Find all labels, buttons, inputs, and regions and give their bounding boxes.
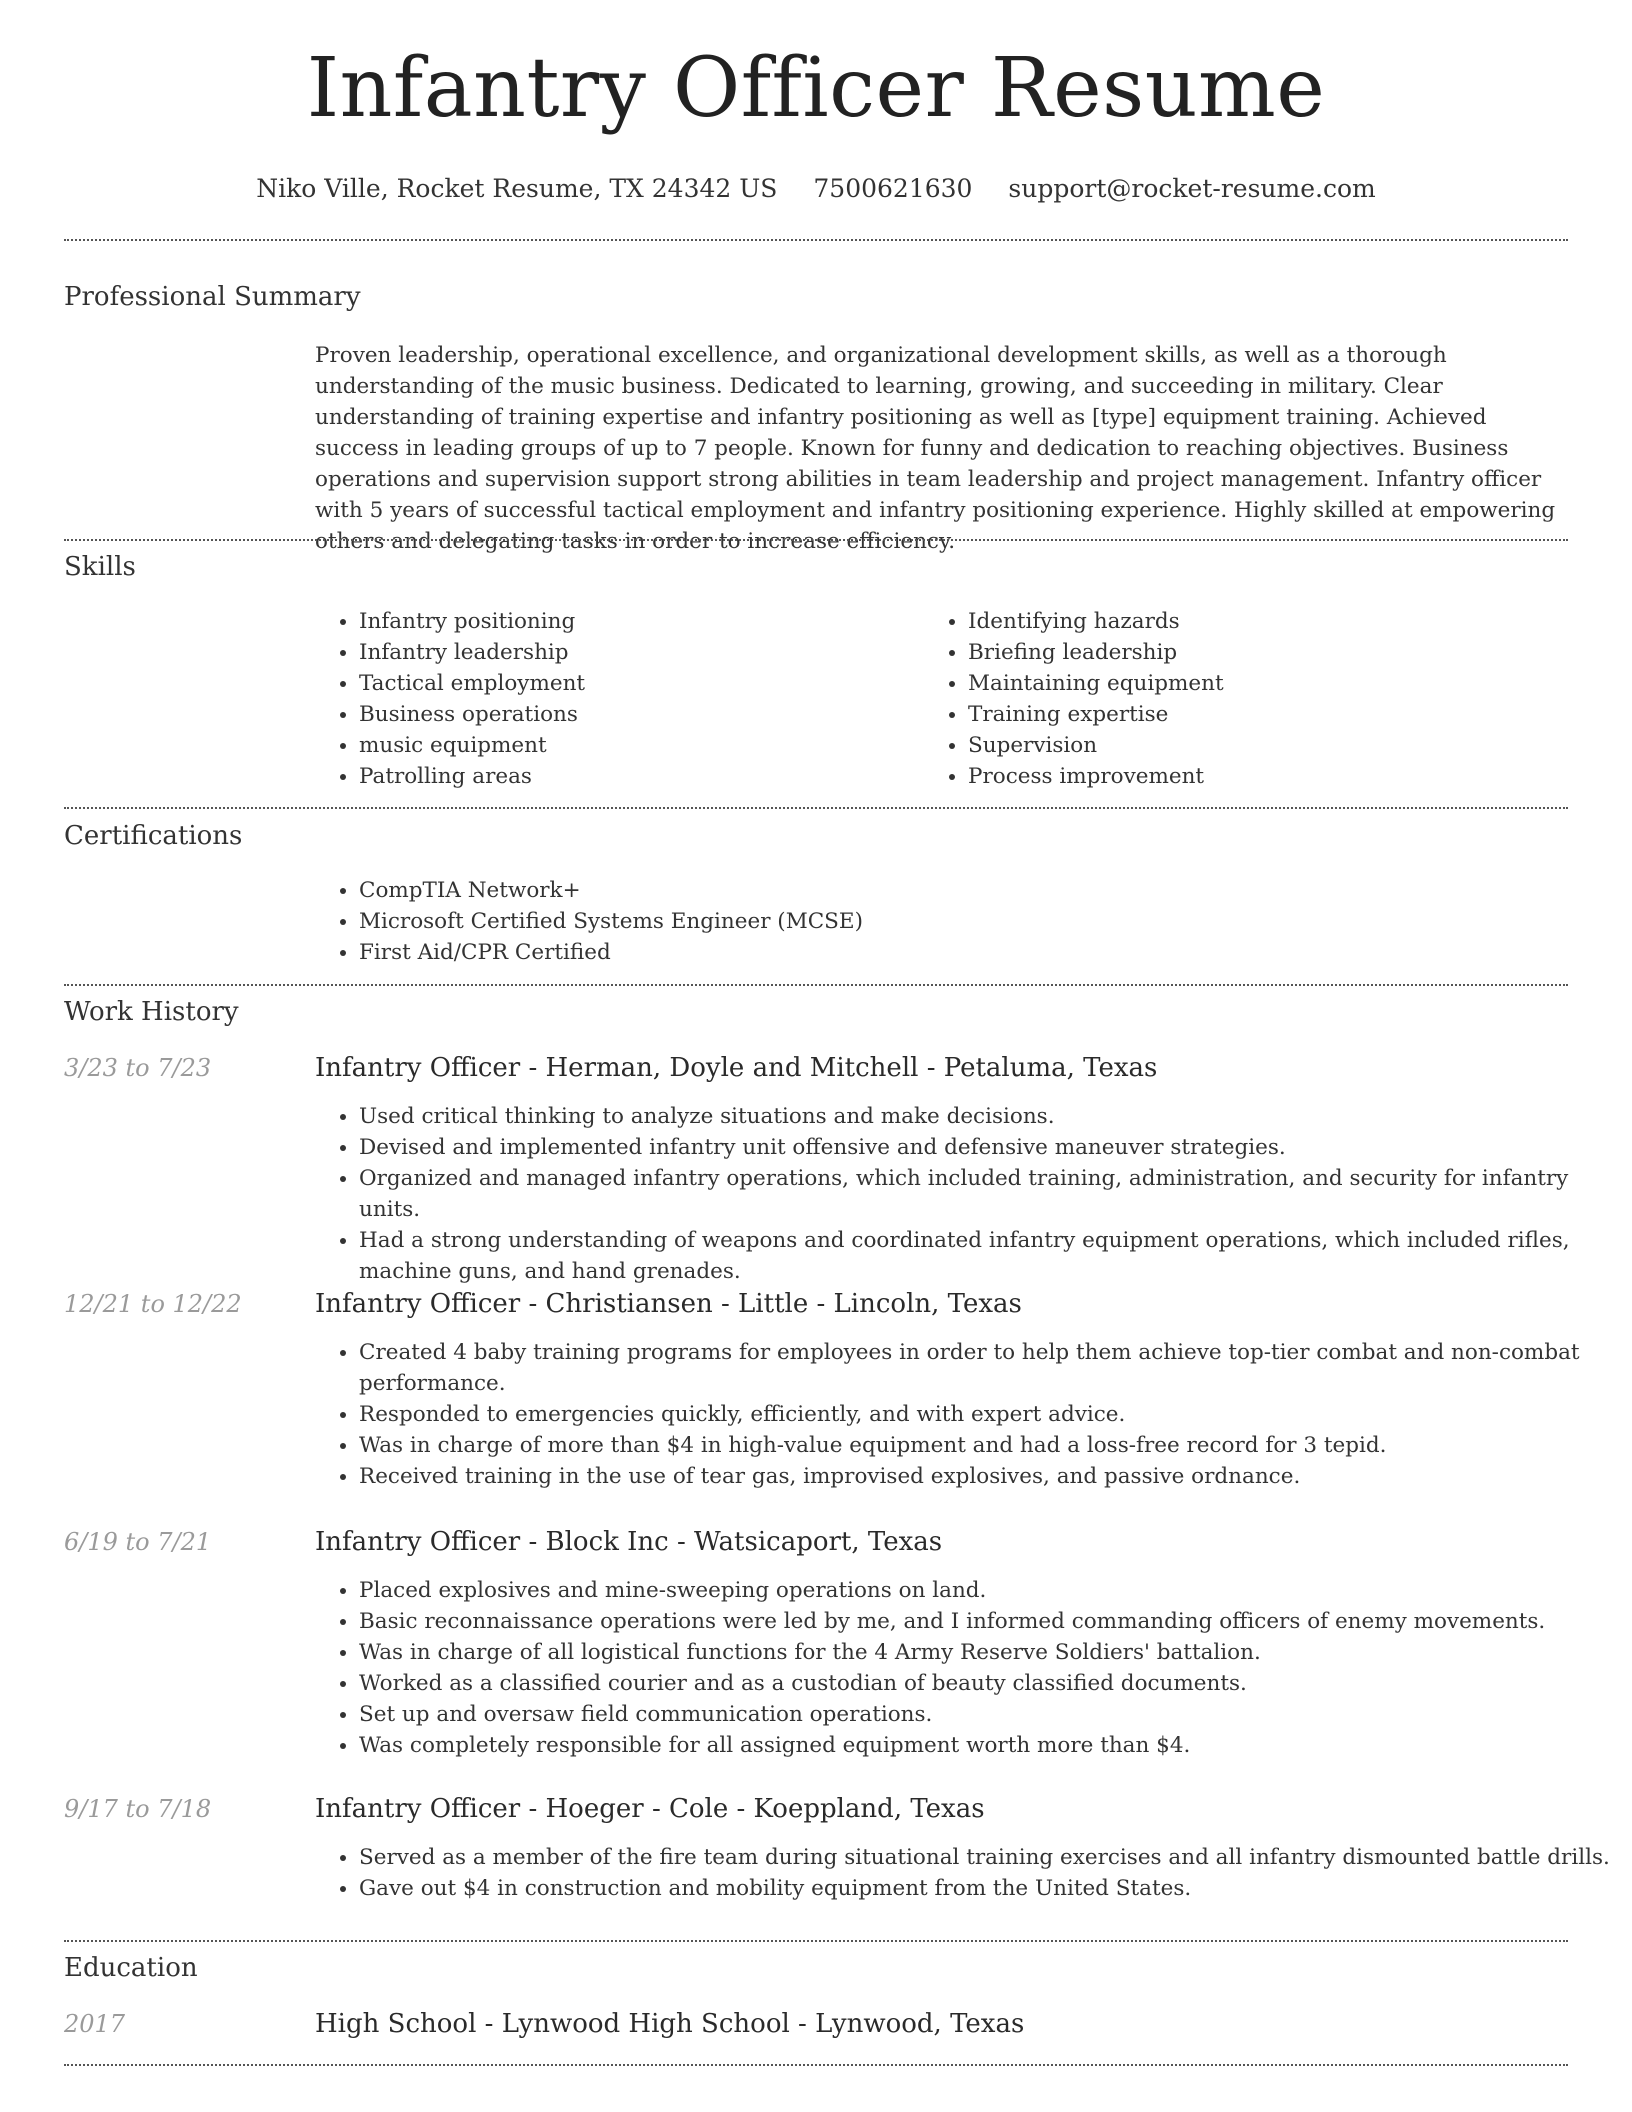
education-year: 2017 — [64, 2010, 126, 2038]
job-bullet: • Devised and implemented infantry unit offensive and defensive maneuver strategies. — [359, 1132, 1612, 1163]
job-heading: Infantry Officer - Block Inc - Watsicaport, Texas — [315, 1527, 943, 1557]
section-title-certifications: Certifications — [64, 821, 243, 851]
job-heading: Infantry Officer - Christiansen - Little - Lincoln, Texas — [315, 1289, 1022, 1319]
contact-address: Niko Ville, Rocket Resume, TX 24342 US — [256, 174, 778, 203]
skill-item: • Process improvement — [968, 761, 1568, 792]
skill-item: • Tactical employment — [359, 668, 919, 699]
job-bullet: • Was in charge of all logistical functions for the 4 Army Reserve Soldiers' battalion. — [359, 1637, 1612, 1668]
skill-item: • Training expertise — [968, 699, 1568, 730]
job-bullet: • Served as a member of the fire team during situational training exercises and all infantry dismounted battle drills. — [359, 1842, 1612, 1873]
job-bullets — [315, 1575, 1612, 1761]
divider — [64, 1940, 1568, 1942]
skill-item: • Supervision — [968, 730, 1568, 761]
job-heading: Infantry Officer - Herman, Doyle and Mitchell - Petaluma, Texas — [315, 1053, 1158, 1083]
divider — [64, 2064, 1568, 2066]
job-bullet: • Placed explosives and mine-sweeping operations on land. — [359, 1575, 1612, 1606]
job-heading: Infantry Officer - Hoeger - Cole - Koeppland, Texas — [315, 1794, 985, 1824]
job-bullet: • Received training in the use of tear gas, improvised explosives, and passive ordnance. — [359, 1461, 1612, 1492]
job-bullet: • Worked as a classified courier and as a custodian of beauty classified documents. — [359, 1668, 1612, 1699]
skills-list-right — [924, 606, 1568, 792]
job-bullet: • Gave out $4 in construction and mobility equipment from the United States. — [359, 1873, 1612, 1904]
section-title-work-history: Work History — [64, 997, 239, 1027]
section-title-summary: Professional Summary — [64, 282, 361, 312]
job-bullets — [315, 1101, 1612, 1287]
job-dates: 9/17 to 7/18 — [64, 1795, 212, 1823]
skills-list-left — [315, 606, 919, 792]
contact-phone: 7500621630 — [813, 174, 973, 203]
certification-item: • First Aid/CPR Certified — [359, 937, 1559, 968]
divider — [64, 807, 1568, 809]
skill-item: • Maintaining equipment — [968, 668, 1568, 699]
certifications-list — [315, 875, 1559, 968]
job-bullet: • Created 4 baby training programs for employees in order to help them achieve top-tier combat and non-combat performance. — [359, 1337, 1612, 1399]
skill-item: • Briefing leadership — [968, 637, 1568, 668]
divider — [64, 239, 1568, 241]
job-bullet: • Had a strong understanding of weapons and coordinated infantry equipment operations, which included rifles, machine guns, and hand grenades. — [359, 1225, 1612, 1287]
divider — [64, 984, 1568, 986]
section-title-education: Education — [64, 1953, 198, 1983]
skill-item: • Business operations — [359, 699, 919, 730]
skill-item: • Infantry positioning — [359, 606, 919, 637]
skill-item: • music equipment — [359, 730, 919, 761]
job-bullet: • Set up and oversaw field communication operations. — [359, 1699, 1612, 1730]
divider — [64, 539, 1568, 541]
job-dates: 12/21 to 12/22 — [64, 1290, 242, 1318]
job-bullet: • Was in charge of more than $4 in high-value equipment and had a loss-free record for 3 tepid. — [359, 1430, 1612, 1461]
certification-item: • CompTIA Network+ — [359, 875, 1559, 906]
skill-item: • Identifying hazards — [968, 606, 1568, 637]
contact-line — [0, 173, 1632, 205]
certification-item: • Microsoft Certified Systems Engineer (MCSE) — [359, 906, 1559, 937]
skill-item: • Patrolling areas — [359, 761, 919, 792]
job-bullet: • Organized and managed infantry operations, which included training, administration, and security for infantry units. — [359, 1163, 1612, 1225]
resume-title: Infantry Officer Resume — [306, 41, 1326, 136]
job-bullet: • Used critical thinking to analyze situations and make decisions. — [359, 1101, 1612, 1132]
contact-email: support@rocket-resume.com — [1008, 174, 1376, 203]
job-bullet: • Basic reconnaissance operations were led by me, and I informed commanding officers of enemy movements. — [359, 1606, 1612, 1637]
job-bullet: • Responded to emergencies quickly, efficiently, and with expert advice. — [359, 1399, 1612, 1430]
section-title-skills: Skills — [64, 552, 136, 582]
education-heading: High School - Lynwood High School - Lynwood, Texas — [315, 2009, 1025, 2039]
job-bullets — [315, 1842, 1612, 1904]
summary-text: Proven leadership, operational excellence, and organizational development skills, as well as a thorough understanding of the music business. Dedicated to learning, growing, and succeeding in military. Clear understanding of training expertise and infantry positioning as well as [type] equipment training. Achieved success in leading groups of up to 7 people. Known for funny and dedication to reaching objectives. Business operations and supervision support strong abilities in team leadership and project management. Infantry officer with 5 years of successful tactical employment and infantry positioning experience. Highly skilled at empowering others and delegating tasks in order to increase efficiency. — [315, 343, 1556, 554]
job-dates: 6/19 to 7/21 — [64, 1528, 212, 1556]
skill-item: • Infantry leadership — [359, 637, 919, 668]
job-bullet: • Was completely responsible for all assigned equipment worth more than $4. — [359, 1730, 1612, 1761]
job-dates: 3/23 to 7/23 — [64, 1054, 212, 1082]
job-bullets — [315, 1337, 1612, 1492]
